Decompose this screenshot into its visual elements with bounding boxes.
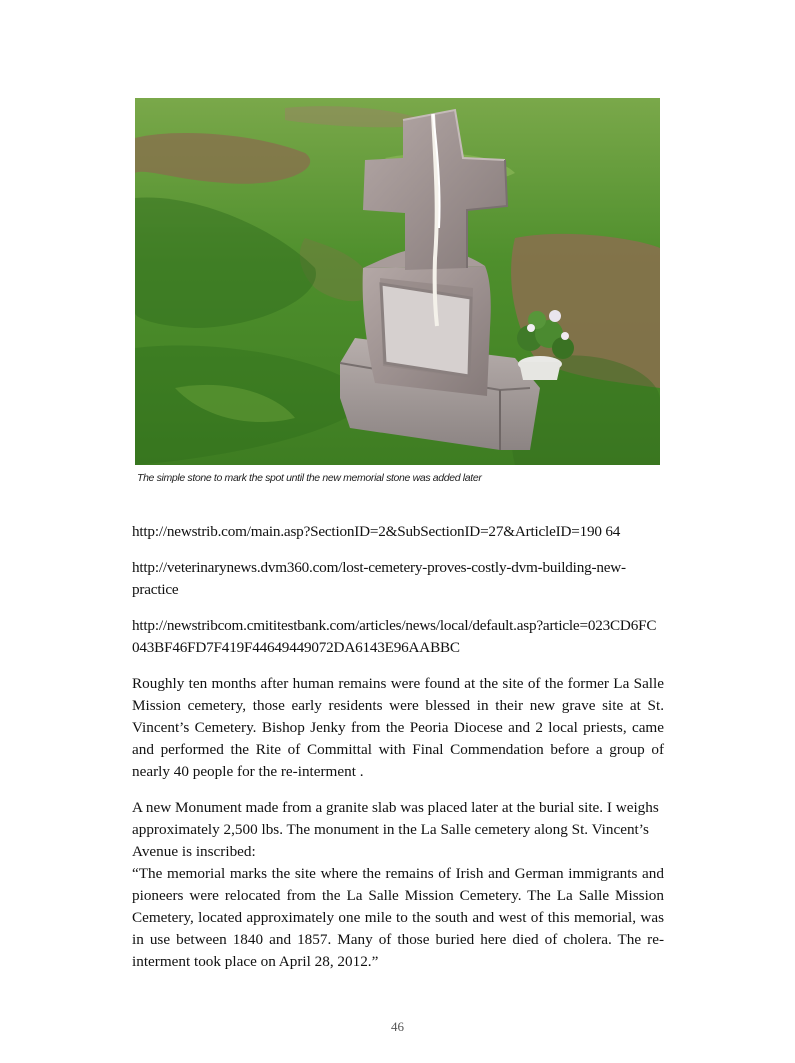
source-link-veterinarynews[interactable]: http://veterinarynews.dvm360.com/lost-cemetery-proves-costly-dvm-building-new-practice — [132, 559, 626, 598]
page-number: 46 — [391, 1019, 404, 1034]
photo-caption: The simple stone to mark the spot until the new memorial stone was added later — [137, 472, 482, 484]
reinterment-paragraph: Roughly ten months after human remains were found at the site of the former La Salle Mission cemetery, those early residents were blessed in their new grave site at St. Vincent’s Cemetery. Bishop Jenky from the Peoria Diocese and 2 local priests, came and performed the Rite of Committal with Final Commendation before a group of nearly 40 people for the re-interment . — [132, 675, 664, 780]
source-link-newstrib[interactable]: http://newstrib.com/main.asp?SectionID=2&SubSectionID=27&ArticleID=190 64 — [132, 523, 621, 540]
source-link-newstrib-archive[interactable]: http://newstribcom.cmititestbank.com/articles/news/local/default.asp?article=023CD6FC043BF46FD7F419F44649449072DA6143E96AABBC — [132, 617, 657, 656]
memorial-inscription: “The memorial marks the site where the remains of Irish and German immigrants and pioneers were relocated from the La Salle Mission Cemetery. The La Salle Mission Cemetery, located approximately one mile to the south and west of this memorial, was in use between 1840 and 1857. Many of those buried here died of cholera. The re-interment took place on April 28, 2012.” — [132, 865, 664, 970]
gravestone-photo — [135, 98, 660, 465]
monument-paragraph: A new Monument made from a granite slab was placed later at the burial site. I weighs approximately 2,500 lbs. The monument in the La Salle cemetery along St. Vincent’s Avenue is inscribed: — [132, 799, 659, 860]
